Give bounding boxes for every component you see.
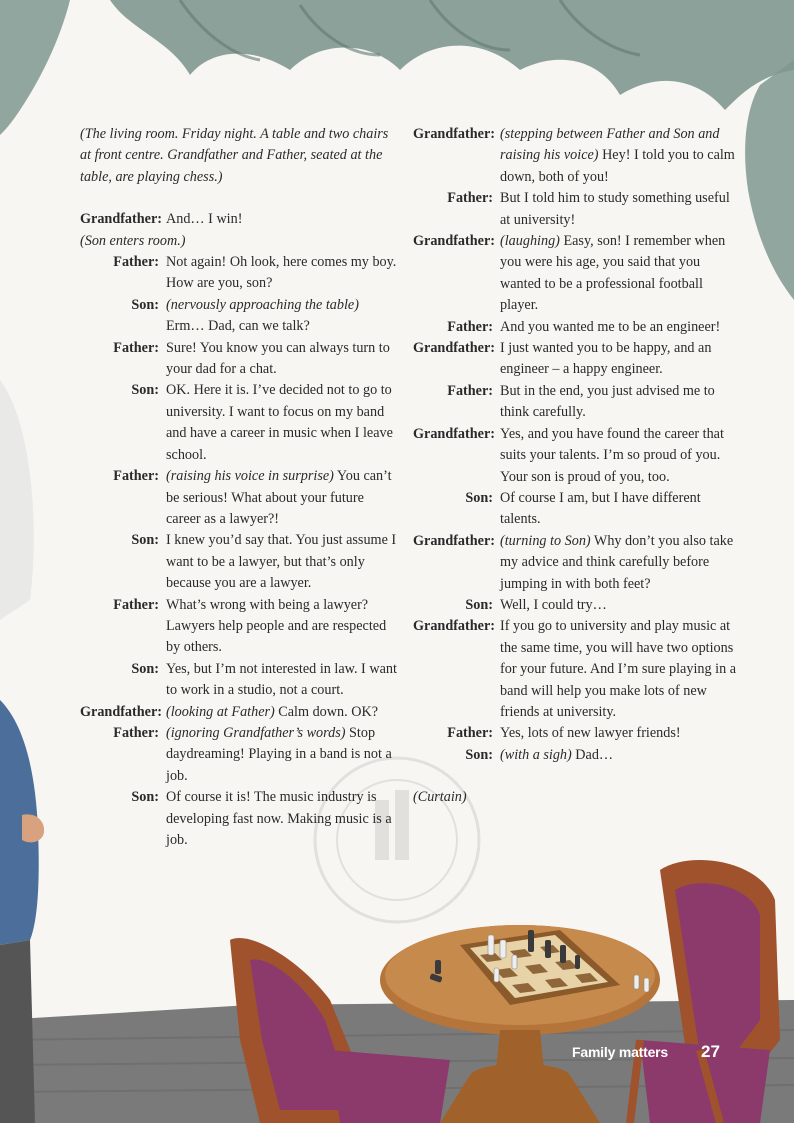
speaker-name: Son:: [131, 296, 159, 313]
spoken-text: Sure! You know you can always turn to your dad for a chat.: [166, 339, 390, 378]
dialogue-line: [413, 424, 743, 488]
right-dialogue-lines: [413, 124, 743, 766]
speech-text: [500, 723, 743, 744]
speech-text: [166, 659, 398, 702]
spoken-text: Yes, lots of new lawyer friends!: [500, 725, 681, 742]
speech-text: [500, 381, 743, 424]
curtain-left: [0, 0, 70, 135]
speaker-name: Grandfather:: [413, 233, 495, 250]
left-dialogue-lines: [80, 209, 398, 851]
speaker-name: Grandfather:: [80, 211, 162, 228]
spoken-text: Not again! Oh look, here comes my boy. How are you, son?: [166, 254, 397, 292]
spoken-text: Stop daydreaming! Playing in a band is not a job.: [166, 724, 392, 784]
spoken-text: Erm… Dad, can we talk?: [166, 318, 310, 335]
speech-text: [166, 338, 398, 381]
speaker-name: Father:: [113, 254, 159, 271]
speech-text: [166, 530, 398, 594]
curtain-right: [745, 60, 794, 300]
inline-stage-direction: (laughing): [500, 233, 560, 250]
speech-text: [500, 124, 743, 188]
inline-stage-direction: (stepping between Father and Son and raising his voice): [500, 126, 720, 164]
dialogue-line: [413, 531, 743, 595]
speaker-name: Grandfather:: [413, 126, 495, 142]
speaker-name: Father:: [113, 339, 159, 356]
dialogue-line: [80, 338, 398, 381]
spoken-text: What’s wrong with being a lawyer? Lawyers help people and are respected by others.: [166, 596, 387, 656]
speech-text: [166, 209, 398, 230]
dialogue-line: [413, 338, 743, 381]
dialogue-line: [413, 723, 743, 744]
inline-stage-direction: (with a sigh): [500, 746, 572, 763]
dialogue-line: [413, 188, 743, 231]
closing-stage-direction: (Curtain): [413, 789, 467, 806]
speech-text: [500, 317, 743, 338]
speaker-name: Son:: [465, 596, 493, 613]
dialogue-line: [413, 381, 743, 424]
speaker-name: Grandfather:: [413, 618, 495, 635]
speech-text: [500, 531, 743, 595]
section-title: Family matters: [572, 1044, 669, 1060]
spoken-text: If you go to university and play music at the same time, you will have two options for your future. And I’m sure playing in a band will help you make lots of new friends at university.: [500, 618, 737, 720]
inline-stage-direction: (nervously approaching the table): [166, 296, 359, 313]
spoken-text: I knew you’d say that. You just assume I want to be a lawyer, but that’s only because you are a lawyer.: [166, 532, 397, 592]
dialogue-column-left: [80, 124, 398, 851]
speech-text: [166, 702, 398, 723]
speech-text: [500, 616, 743, 723]
dialogue-line: [80, 702, 398, 723]
speaker-name: Father:: [113, 724, 159, 741]
dialogue-line: [413, 317, 743, 338]
dialogue-line: [80, 466, 398, 530]
spoken-text: Dad…: [571, 746, 614, 763]
speech-text: [500, 745, 743, 766]
speech-text: [500, 424, 743, 488]
speaker-name: Father:: [447, 725, 493, 742]
speech-text: [500, 188, 743, 231]
inline-stage-direction: (raising his voice in surprise): [166, 468, 334, 485]
dialogue-line: [80, 530, 398, 594]
spoken-text: Calm down. OK?: [274, 703, 378, 720]
speech-text: [500, 595, 743, 616]
spoken-text: But I told him to study something useful at university!: [500, 190, 730, 228]
speech-text: [166, 252, 398, 295]
spoken-text: Of course I am, but I have different talents.: [500, 489, 701, 528]
spoken-text: But in the end, you just advised me to think carefully.: [500, 382, 715, 421]
spoken-text: Yes, and you have found the career that suits your talents. I’m so proud of you. Your son is proud of you, too.: [500, 425, 724, 485]
speaker-name: Son:: [131, 532, 159, 549]
speaker-name: Father:: [447, 382, 493, 399]
spoken-text: And you wanted me to be an engineer!: [500, 318, 721, 335]
page-number: 27: [701, 1042, 720, 1061]
spoken-text: And… I win!: [166, 211, 243, 228]
stage-direction: (Son enters room.): [80, 232, 186, 249]
speech-text: [500, 231, 743, 317]
dialogue-line: [80, 723, 398, 787]
spoken-text: Why don’t you also take my advice and think carefully before jumping in with both feet?: [500, 532, 734, 592]
inline-stage-direction: (turning to Son): [500, 532, 591, 549]
spoken-text: Hey! I told you to calm down, both of you!: [500, 147, 735, 185]
spoken-text: You can’t be serious! What about your future career as a lawyer?!: [166, 468, 392, 527]
spoken-text: Yes, but I’m not interested in law. I want to work in a studio, not a court.: [166, 660, 397, 699]
speaker-name: Father:: [113, 468, 159, 485]
dialogue-line: [413, 124, 743, 188]
inline-stage-direction: (ignoring Grandfather’s words): [166, 724, 346, 741]
speech-text: [500, 488, 743, 531]
spoken-text: OK. Here it is. I’ve decided not to go to university. I want to focus on my band and have a career in music when I leave school.: [166, 382, 393, 463]
dialogue-line: [413, 231, 743, 317]
dialogue-line: [413, 488, 743, 531]
opening-stage-direction: (The living room. Friday night. A table and two chairs at front centre. Grandfather and Father, seated at the table, are playing chess.): [80, 126, 389, 185]
speaker-name: Grandfather:: [413, 532, 495, 549]
speech-text: [166, 723, 398, 787]
spoken-text: I just wanted you to be happy, and an engineer – a happy engineer.: [500, 340, 712, 378]
speech-text: [166, 466, 398, 530]
speech-text: [500, 338, 743, 381]
dialogue-line: [80, 252, 398, 295]
speaker-name: Son:: [465, 746, 493, 763]
speech-text: [166, 295, 398, 338]
dialogue-line: [413, 616, 743, 723]
dialogue-line: [80, 787, 398, 851]
inline-stage-direction: (looking at Father): [166, 703, 275, 720]
dialogue-line: [80, 380, 398, 466]
dialogue-line: [80, 659, 398, 702]
dialogue-line: [413, 745, 743, 766]
spoken-text: Easy, son! I remember when you were his age, you said that you wanted to be a professional football player.: [500, 233, 726, 314]
speech-text: [166, 787, 398, 851]
dialogue-line: [80, 209, 398, 230]
speaker-name: Grandfather:: [413, 340, 495, 357]
dialogue-line: [80, 595, 398, 659]
speaker-name: Grandfather:: [413, 425, 495, 442]
dialogue-line: [413, 595, 743, 616]
speaker-name: Father:: [447, 318, 493, 335]
speaker-name: Son:: [465, 489, 493, 506]
speaker-name: Son:: [131, 789, 159, 806]
speaker-name: Grandfather:: [80, 703, 162, 720]
speech-text: [166, 595, 398, 659]
dialogue-line: [80, 295, 398, 338]
curtain-top: [110, 0, 794, 110]
speaker-name: Father:: [113, 596, 159, 613]
spoken-text: Of course it is! The music industry is developing fast now. Making music is a job.: [166, 789, 392, 848]
speech-text: [166, 380, 398, 466]
speaker-name: Father:: [447, 190, 493, 207]
dialogue-column-right: [413, 124, 743, 809]
speaker-name: Son:: [131, 382, 159, 399]
speaker-name: Son:: [131, 660, 159, 677]
spoken-text: Well, I could try…: [500, 596, 607, 613]
